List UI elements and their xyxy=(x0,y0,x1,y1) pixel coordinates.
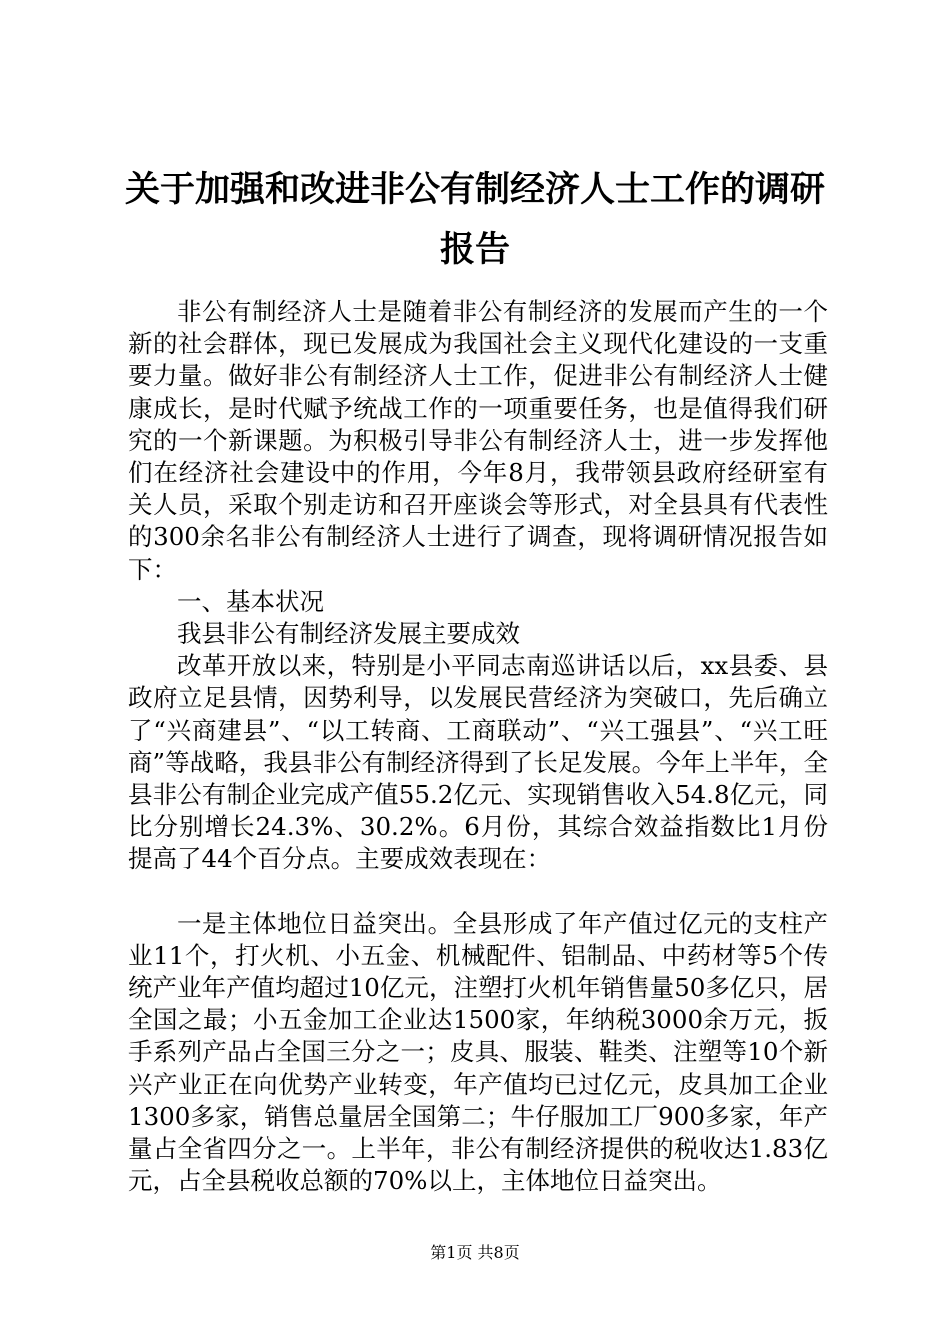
paragraph-intro: 非公有制经济人士是随着非公有制经济的发展而产生的一个新的社会群体，现已发展成为我国社会主义现代化建设的一支重要力量。做好非公有制经济人士工作，促进非公有制经济人士健康成长，是时代赋予统战工作的一项重要任务，也是值得我们研究的一个新课题。为积极引导非公有制经济人士，进一步发挥他们在经济社会建设中的作用，今年8月，我带领县政府经研室有关人员，采取个别走访和召开座谈会等形式，对全县具有代表性的300余名非公有制经济人士进行了调查，现将调研情况报告如下： xyxy=(128,297,828,584)
subsection-heading: 我县非公有制经济发展主要成效 xyxy=(177,619,520,649)
paragraph-point-one: 一是主体地位日益突出。全县形成了年产值过亿元的支柱产业11个，打火机、小五金、机械配件、铝制品、中药材等5个传统产业年产值均超过10亿元，注塑打火机年销售量50多亿只，居全国之最；小五金加工企业达1500家，年纳税3000余万元，扳手系列产品占全国三分之一；皮具、服装、鞋类、注塑等10个新兴产业正在向优势产业转变，年产值均已过亿元，皮具加工企业1300多家，销售总量居全国第二；牛仔服加工厂900多家，年产量占全省四分之一。上半年，非公有制经济提供的税收达1.83亿元，占全县税收总额的70%以上，主体地位日益突出。 xyxy=(128,908,828,1196)
page-footer: 第1页 共8页 xyxy=(430,1243,520,1262)
paragraph-achievements: 改革开放以来，特别是小平同志南巡讲话以后，xx县委、县政府立足县情，因势利导，以发展民营经济为突破口，先后确立了“兴商建县”、“以工转商、工商联动”、“兴工强县”、“兴工旺商”等战略，我县非公有制经济得到了长足发展。今年上半年，全县非公有制企业完成产值55.2亿元、实现销售收入54.8亿元，同比分别增长24.3%、30.2%。6月份，其综合效益指数比1月份提高了44个百分点。主要成效表现在： xyxy=(128,651,828,874)
section-heading: 一、基本状况 xyxy=(177,586,324,616)
document-title: 关于加强和改进非公有制经济人士工作的调研报告 xyxy=(124,169,825,270)
document-body xyxy=(128,296,828,1197)
